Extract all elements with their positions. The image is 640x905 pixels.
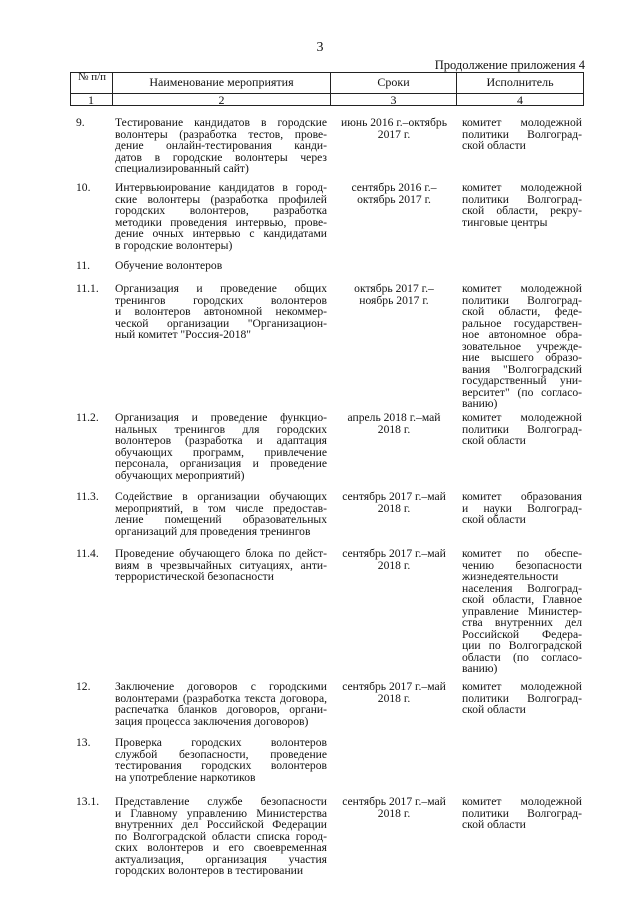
row-term-line: ноябрь 2017 г. — [359, 293, 429, 307]
row-name-line: по Волгоградской области списка город- — [115, 829, 327, 843]
row-term — [338, 182, 450, 205]
row-number: 11.2. — [76, 411, 99, 424]
row-name — [115, 548, 327, 583]
row-executor — [462, 182, 582, 228]
row-name-line: и Главному управлению Министерства — [115, 806, 327, 820]
row-number: 13. — [76, 736, 91, 749]
row-name-line: мероприятий, в том числе предостав- — [115, 501, 327, 515]
row-name — [115, 681, 327, 727]
row-number: 10. — [76, 181, 91, 194]
header-num: № п/п — [77, 71, 107, 83]
row-term — [338, 491, 450, 514]
row-name-line: обучающих программ, привлечение — [115, 445, 327, 459]
row-name-line: обучающих мероприятий) — [115, 468, 245, 482]
row-number: 13.1. — [76, 795, 100, 808]
row-name-line: внутренних дел Российской Федерации — [115, 818, 327, 831]
row-term-line: сентябрь 2017 г.– — [342, 547, 428, 560]
row-name-line: методики проведения интервью, прове- — [115, 215, 327, 229]
row-executor-line: комитет молодежной — [462, 795, 582, 808]
row-executor-line: Российской Федера- — [462, 627, 582, 641]
row-name-line: Представление службе безопасности — [115, 795, 327, 808]
row-executor-line: населения Волгоград- — [462, 581, 582, 595]
row-executor-line: ской области, Главное — [462, 593, 582, 606]
row-term — [338, 283, 450, 306]
row-name-line: тестирования городских волонтеров — [115, 759, 327, 772]
row-executor-line: ции по Волгоградской — [462, 639, 582, 652]
row-executor-line: политики Волгоград- — [462, 806, 582, 820]
row-name-line: ские волонтеры (разработка профилей — [115, 192, 327, 206]
row-executor-line: комитет по обеспе- — [462, 547, 582, 560]
row-executor — [462, 117, 582, 152]
row-executor-line: политики Волгоград- — [462, 192, 582, 206]
row-name-line: ление помещений образовательных — [115, 513, 327, 526]
row-name-line: Проведение обучающего блока по дейст- — [115, 547, 327, 560]
row-executor — [462, 548, 582, 675]
row-executor-line: вания "Волгоградский — [462, 362, 582, 376]
row-executor-line: чению безопасности — [462, 558, 582, 572]
row-name-line: распечатка бланков договоров, органи- — [115, 703, 327, 716]
row-name — [115, 283, 327, 341]
row-executor-line: верситет" (по согласо- — [462, 385, 582, 399]
col-number-4: 4 — [517, 93, 523, 107]
row-name — [115, 260, 327, 272]
row-term-line: октябрь 2017 г. — [377, 116, 447, 141]
row-name-line: дение очных интервью с кандидатами — [115, 227, 327, 240]
row-term-line: сентябрь 2017 г.– — [342, 795, 428, 808]
row-name-line: специализированный сайт) — [115, 162, 249, 175]
row-term — [338, 548, 450, 571]
row-executor-line: ской области, рекру- — [462, 204, 582, 217]
row-executor-line: политики Волгоград- — [462, 293, 582, 307]
row-name — [115, 737, 327, 783]
row-name-line: городских волонтеров в тестировании — [115, 864, 304, 877]
row-executor — [462, 681, 582, 716]
row-number: 11. — [76, 259, 91, 272]
row-name-line: волонтеров (разработка и адаптация — [115, 434, 327, 447]
row-executor-line: ской области — [462, 434, 526, 447]
row-name — [115, 117, 327, 175]
row-executor-line: ное автономное обра- — [462, 328, 582, 341]
row-name-line: ских волонтеров и его своевременная — [115, 841, 327, 854]
row-term-line: июнь 2016 г.– — [341, 116, 409, 129]
row-name-line: Интервьюирование кандидатов в город- — [115, 181, 327, 194]
row-executor-line: ства внутренних дел — [462, 616, 582, 629]
row-executor-line: и науки Волгоград- — [462, 501, 582, 515]
row-name — [115, 412, 327, 481]
row-executor-line: ской области — [462, 513, 526, 526]
row-executor-line: ской области — [462, 139, 526, 152]
row-term-line: сентябрь 2017 г.– — [342, 680, 428, 693]
row-number: 11.1. — [76, 282, 99, 295]
row-executor-line: области (по согласо- — [462, 650, 582, 664]
row-name — [115, 491, 327, 537]
row-name-line: на употребление наркотиков — [115, 770, 256, 784]
row-term-line: май 2018 г. — [377, 547, 446, 572]
table-header — [70, 72, 584, 106]
row-executor-line: политики Волгоград- — [462, 691, 582, 705]
row-executor-line: комитет молодежной — [462, 680, 582, 693]
header-col-border — [583, 72, 584, 106]
continuation-label: Продолжение приложения 4 — [434, 58, 585, 72]
row-name-line: ный комитет "Россия-2018" — [115, 328, 252, 341]
row-executor-line: комитет молодежной — [462, 116, 582, 129]
row-executor — [462, 283, 582, 410]
row-term-line: май 2018 г. — [377, 490, 446, 515]
row-term — [338, 681, 450, 704]
row-name-line: Организация и проведение функцио- — [115, 411, 327, 424]
row-term — [338, 117, 450, 140]
row-number: 12. — [76, 680, 91, 693]
row-name-line: волонтерами (разработка текста договора, — [115, 691, 327, 705]
row-executor-line: политики Волгоград- — [462, 422, 582, 436]
header-name: Наименование мероприятия — [149, 75, 294, 89]
row-name-line: персонала, организация и проведение — [115, 457, 327, 470]
row-executor-line: ванию) — [462, 397, 498, 410]
row-name-line: зация процесса заключения договоров) — [115, 714, 309, 728]
row-number: 11.4. — [76, 547, 99, 560]
row-executor-line: ской области — [462, 703, 526, 716]
row-term — [338, 796, 450, 819]
row-executor-line: комитет образования — [462, 490, 582, 503]
header-term: Сроки — [377, 75, 410, 89]
row-executor — [462, 796, 582, 831]
col-number-2: 2 — [218, 93, 225, 107]
row-term-line: сентябрь 2017 г.– — [342, 490, 428, 503]
row-executor-line: ской области, феде- — [462, 305, 582, 318]
row-term-line: сентябрь 2016 г.– — [351, 181, 437, 194]
row-name-line: и волонтеров автономной некоммер- — [115, 305, 327, 318]
col-number-1: 1 — [88, 93, 94, 107]
row-name-line: виям в чрезвычайных ситуациях, анти- — [115, 558, 327, 572]
row-executor-line: ральное государствен- — [462, 316, 582, 330]
row-name-line: ческой организации "Организацион- — [115, 316, 327, 330]
row-executor-line: комитет молодежной — [462, 181, 582, 194]
row-name-line: Тестирование кандидатов в городские — [115, 116, 327, 129]
row-name-line: Обучение волонтеров — [115, 259, 223, 272]
row-term-line: май 2018 г. — [377, 795, 446, 820]
row-executor-line: тинговые центры — [462, 215, 548, 229]
row-name-line: Организация и проведение общих — [115, 282, 327, 295]
row-term-line: октябрь 2017 г. — [357, 192, 431, 206]
row-name-line: Содействие в организации обучающих — [115, 490, 327, 503]
row-name — [115, 182, 327, 251]
page-number: 3 — [316, 40, 324, 55]
row-executor-line: политики Волгоград- — [462, 127, 582, 141]
row-name-line: организаций для проведения тренингов — [115, 524, 311, 538]
row-name-line: городских волонтеров, разработка — [115, 204, 327, 217]
row-executor-line: зовательное учрежде- — [462, 339, 582, 353]
row-term — [338, 412, 450, 435]
row-name-line: дение онлайн-тестирования канди- — [115, 139, 327, 152]
row-name-line: службой безопасности, проведение — [115, 747, 327, 761]
row-name-line: Проверка городских волонтеров — [115, 736, 327, 749]
row-executor-line: государственный уни- — [462, 374, 582, 387]
row-name-line: датов в городские волонтеры через — [115, 150, 327, 164]
row-executor-line: комитет молодежной — [462, 282, 582, 295]
row-executor-line: управление Министер- — [462, 604, 582, 618]
row-executor-line: ванию) — [462, 662, 498, 675]
row-name-line: в городские волонтеры) — [115, 238, 233, 252]
row-executor-line: комитет молодежной — [462, 411, 582, 424]
row-term-line: апрель 2018 г.– — [347, 411, 422, 424]
row-name-line: Заключение договоров с городскими — [115, 680, 327, 693]
row-executor-line: жизнедеятельности — [462, 570, 559, 583]
col-number-3: 3 — [390, 93, 397, 107]
row-name-line: волонтеры (разработка тестов, прове- — [115, 127, 327, 141]
header-exec: Исполнитель — [486, 75, 554, 89]
row-name-line: террористической безопасности — [115, 570, 274, 583]
row-number: 11.3. — [76, 490, 99, 503]
header-top-line — [70, 72, 584, 73]
row-term-line: май 2018 г. — [377, 680, 446, 705]
row-executor — [462, 412, 582, 447]
row-name — [115, 796, 327, 877]
row-term-line: май 2018 г. — [377, 411, 441, 436]
row-name-line: тренингов городских волонтеров — [115, 293, 327, 307]
row-name-line: нальных тренингов для городских — [115, 422, 327, 436]
row-executor-line: ской области — [462, 818, 526, 831]
row-executor-line: ние высшего образо- — [462, 351, 582, 364]
row-executor — [462, 491, 582, 526]
row-term-line: октябрь 2017 г.– — [354, 282, 434, 295]
row-number: 9. — [76, 116, 85, 129]
row-name-line: актуализация, организация участия — [115, 852, 327, 866]
